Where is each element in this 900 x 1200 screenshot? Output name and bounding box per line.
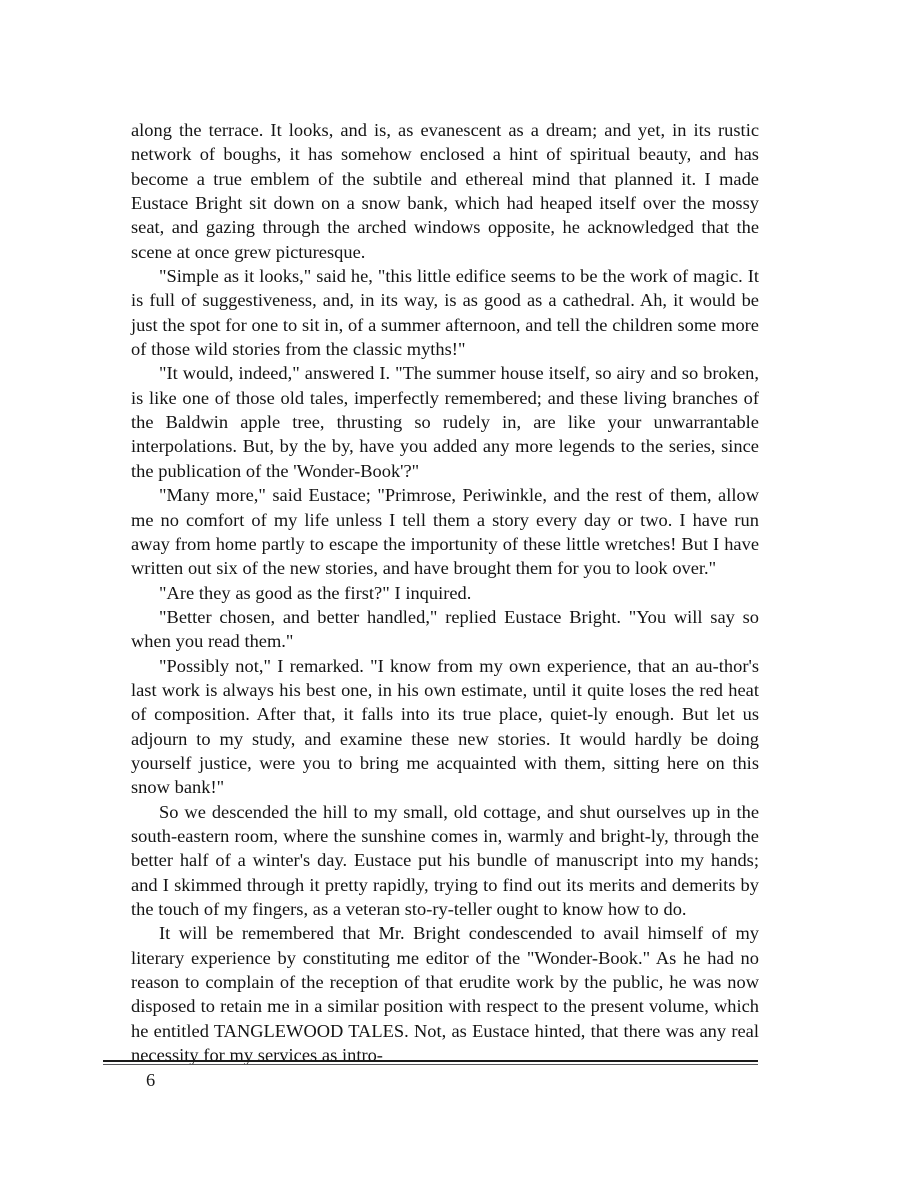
page-number: 6	[146, 1070, 156, 1090]
body-paragraph: along the terrace. It looks, and is, as evanescent as a dream; and yet, in its rustic network of boughs, it has somehow enclosed a hint of spiritual beauty, and has become a true emblem of the subtile and ethereal mind that planned it. I made Eustace Bright sit down on a snow bank, which had heaped itself over the mossy seat, and gazing through the arched windows opposite, he acknowledged that the scene at once grew picturesque.	[131, 120, 759, 262]
body-paragraph: "Are they as good as the first?" I inquired.	[159, 582, 472, 603]
page-body-text	[131, 118, 759, 1067]
body-paragraph: It will be remembered that Mr. Bright condescended to avail himself of my literary experience by constituting me editor of the "Wonder-Book." As he had no reason to complain of the reception of that erudite work by the public, he was now disposed to retain me in a similar position with respect to the present volume, which he entitled TANGLEWOOD TALES. Not, as Eustace hinted, that there was any real necessity for my services as intro-	[131, 923, 759, 1066]
body-paragraph: "Possibly not," I remarked. "I know from my own experience, that an au-thor's last work is always his best one, in his own estimate, until it quite loses the red heat of composition. After that, it falls into its true place, quiet-ly enough. But let us adjourn to my study, and examine these new stories. It would hardly be doing yourself justice, were you to bring me acquainted with them, sitting here on this snow bank!"	[131, 655, 759, 798]
body-paragraph: So we descended the hill to my small, old cottage, and shut ourselves up in the south-eastern room, where the sunshine comes in, warmly and bright-ly, through the better half of a winter's day. Eustace put his bundle of manuscript into my hands; and I skimmed through it pretty rapidly, trying to find out its merits and demerits by the touch of my fingers, as a veteran sto-ry-teller ought to know how to do.	[131, 801, 759, 919]
body-paragraph: "Simple as it looks," said he, "this little edifice seems to be the work of magic. It is full of suggestiveness, and, in its way, is as good as a cathedral. Ah, it would be just the spot for one to sit in, of a summer afternoon, and tell the children some more of those wild stories from the classic myths!"	[131, 266, 759, 360]
body-paragraph: "Better chosen, and better handled," replied Eustace Bright. "You will say so when you read them."	[131, 606, 759, 652]
footer-divider	[103, 1060, 758, 1062]
body-paragraph: "It would, indeed," answered I. "The summer house itself, so airy and so broken, is like one of those old tales, imperfectly remembered; and these living branches of the Baldwin apple tree, thrusting so rudely in, are like your unwarrantable interpolations. But, by the by, have you added any more legends to the series, since the publication of the 'Wonder-Book'?"	[131, 363, 759, 481]
body-paragraph: "Many more," said Eustace; "Primrose, Periwinkle, and the rest of them, allow me no comfort of my life unless I tell them a story every day or two. I have run away from home partly to escape the importunity of these little wretches! But I have written out six of the new stories, and have brought them for you to look over."	[131, 485, 759, 579]
